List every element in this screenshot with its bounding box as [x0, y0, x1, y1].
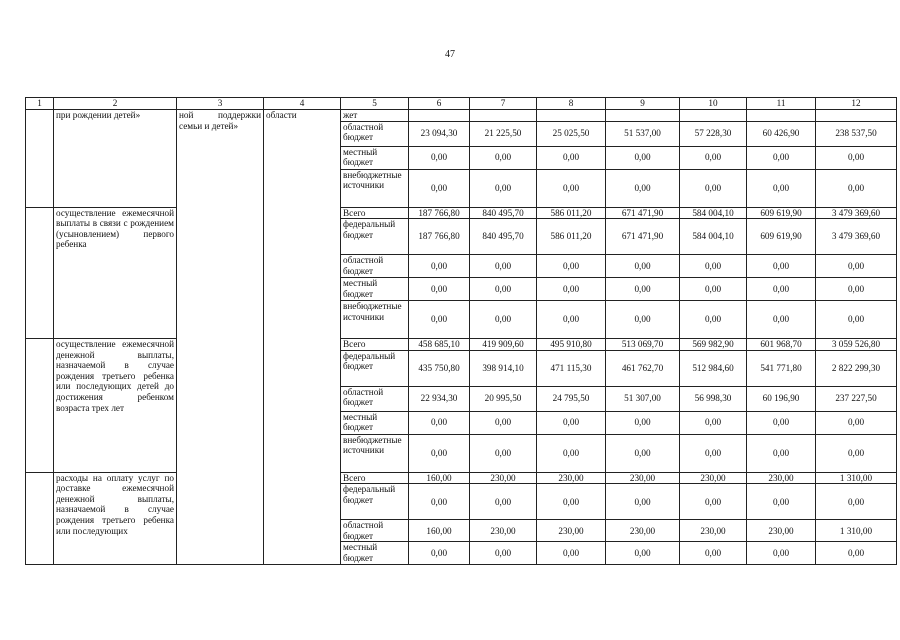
value-cell: 0,00 — [409, 542, 470, 564]
measure-description: осуществление ежемесячной денежной выплаты, назначаемой в случае рождения третьего ребенка или последующих детей до достижения ребенком возраста трех лет — [54, 339, 177, 473]
value-cell: 0,00 — [680, 278, 747, 301]
header-cell: 2 — [54, 98, 177, 110]
value-cell: 0,00 — [816, 278, 897, 301]
value-cell: 0,00 — [537, 278, 606, 301]
value-cell: 0,00 — [747, 542, 816, 564]
value-cell: 21 225,50 — [470, 121, 537, 146]
budget-table — [25, 97, 897, 565]
header-cell: 10 — [680, 98, 747, 110]
value-cell: 60 426,90 — [747, 121, 816, 146]
value-cell: 20 995,50 — [470, 386, 537, 411]
value-cell: 0,00 — [409, 434, 470, 472]
row-number-cell — [26, 472, 54, 564]
value-cell: 0,00 — [470, 278, 537, 301]
value-cell: 0,00 — [816, 301, 897, 339]
value-cell: 3 059 526,80 — [816, 339, 897, 351]
header-cell: 8 — [537, 98, 606, 110]
value-cell: 0,00 — [470, 484, 537, 520]
value-cell: 609 619,90 — [747, 219, 816, 255]
value-cell: 0,00 — [537, 301, 606, 339]
value-cell: 0,00 — [680, 542, 747, 564]
value-cell: 230,00 — [470, 520, 537, 542]
value-cell — [680, 110, 747, 122]
value-cell — [747, 110, 816, 122]
page-number: 47 — [445, 49, 455, 60]
value-cell: 584 004,10 — [680, 207, 747, 219]
funding-source: федеральный бюджет — [341, 219, 409, 255]
value-cell: 0,00 — [680, 411, 747, 434]
value-cell — [816, 110, 897, 122]
value-cell: 0,00 — [606, 278, 680, 301]
value-cell: 0,00 — [409, 301, 470, 339]
value-cell: 541 771,80 — [747, 350, 816, 386]
value-cell: 495 910,80 — [537, 339, 606, 351]
value-cell — [606, 110, 680, 122]
value-cell: 230,00 — [470, 472, 537, 484]
value-cell: 471 115,30 — [537, 350, 606, 386]
value-cell: 0,00 — [680, 255, 747, 278]
header-cell: 3 — [177, 98, 264, 110]
value-cell: 584 004,10 — [680, 219, 747, 255]
value-cell: 0,00 — [409, 411, 470, 434]
value-cell — [470, 110, 537, 122]
value-cell: 0,00 — [409, 484, 470, 520]
value-cell: 56 998,30 — [680, 386, 747, 411]
value-cell: 569 982,90 — [680, 339, 747, 351]
funding-source: местный бюджет — [341, 542, 409, 564]
value-cell: 0,00 — [537, 255, 606, 278]
value-cell — [409, 110, 470, 122]
value-cell: 513 069,70 — [606, 339, 680, 351]
value-cell: 0,00 — [747, 434, 816, 472]
value-cell: 0,00 — [537, 411, 606, 434]
table-row — [26, 207, 897, 219]
value-cell: 0,00 — [470, 542, 537, 564]
executor-cell: области — [264, 110, 341, 565]
value-cell: 0,00 — [470, 434, 537, 472]
value-cell: 0,00 — [747, 255, 816, 278]
value-cell: 51 307,00 — [606, 386, 680, 411]
value-cell: 512 984,60 — [680, 350, 747, 386]
value-cell: 0,00 — [816, 146, 897, 169]
value-cell: 0,00 — [816, 411, 897, 434]
value-cell: 0,00 — [747, 169, 816, 207]
funding-source: областной бюджет — [341, 520, 409, 542]
value-cell: 0,00 — [606, 542, 680, 564]
value-cell — [537, 110, 606, 122]
value-cell: 0,00 — [606, 434, 680, 472]
value-cell: 2 822 299,30 — [816, 350, 897, 386]
funding-source: областной бюджет — [341, 255, 409, 278]
value-cell: 0,00 — [747, 411, 816, 434]
value-cell: 0,00 — [680, 301, 747, 339]
value-cell: 230,00 — [747, 520, 816, 542]
header-cell: 4 — [264, 98, 341, 110]
value-cell: 419 909,60 — [470, 339, 537, 351]
header-cell: 9 — [606, 98, 680, 110]
value-cell: 0,00 — [680, 169, 747, 207]
value-cell: 0,00 — [470, 146, 537, 169]
value-cell: 586 011,20 — [537, 207, 606, 219]
value-cell: 230,00 — [537, 472, 606, 484]
funding-source: местный бюджет — [341, 411, 409, 434]
value-cell: 0,00 — [470, 255, 537, 278]
value-cell: 0,00 — [816, 542, 897, 564]
value-cell: 0,00 — [816, 434, 897, 472]
header-row — [26, 98, 897, 110]
funding-source: областной бюджет — [341, 386, 409, 411]
value-cell: 0,00 — [680, 484, 747, 520]
funding-source: местный бюджет — [341, 146, 409, 169]
value-cell: 51 537,00 — [606, 121, 680, 146]
table-row — [26, 110, 897, 122]
header-cell: 5 — [341, 98, 409, 110]
value-cell: 671 471,90 — [606, 207, 680, 219]
value-cell: 0,00 — [470, 301, 537, 339]
value-cell: 23 094,30 — [409, 121, 470, 146]
funding-source: федеральный бюджет — [341, 484, 409, 520]
value-cell: 609 619,90 — [747, 207, 816, 219]
header-cell: 7 — [470, 98, 537, 110]
header-cell: 12 — [816, 98, 897, 110]
header-cell: 11 — [747, 98, 816, 110]
value-cell: 0,00 — [680, 146, 747, 169]
funding-source: областной бюджет — [341, 121, 409, 146]
row-number-cell — [26, 339, 54, 473]
value-cell: 0,00 — [606, 169, 680, 207]
value-cell: 0,00 — [816, 255, 897, 278]
value-cell: 0,00 — [816, 484, 897, 520]
value-cell: 187 766,80 — [409, 219, 470, 255]
value-cell: 0,00 — [816, 169, 897, 207]
value-cell: 435 750,80 — [409, 350, 470, 386]
measure-description: осуществление ежемесячной выплаты в связи с рождением (усыновлением) первого ребенка — [54, 207, 177, 339]
header-cell: 1 — [26, 98, 54, 110]
value-cell: 1 310,00 — [816, 472, 897, 484]
value-cell: 0,00 — [747, 278, 816, 301]
value-cell: 671 471,90 — [606, 219, 680, 255]
value-cell: 840 495,70 — [470, 219, 537, 255]
value-cell: 461 762,70 — [606, 350, 680, 386]
funding-source: внебюджетные источники — [341, 301, 409, 339]
value-cell: 230,00 — [606, 472, 680, 484]
value-cell: 60 196,90 — [747, 386, 816, 411]
value-cell: 3 479 369,60 — [816, 207, 897, 219]
value-cell: 230,00 — [680, 472, 747, 484]
value-cell: 0,00 — [470, 169, 537, 207]
value-cell: 586 011,20 — [537, 219, 606, 255]
value-cell: 0,00 — [747, 146, 816, 169]
value-cell: 0,00 — [537, 434, 606, 472]
header-cell: 6 — [409, 98, 470, 110]
funding-source: Всего — [341, 472, 409, 484]
table-row — [26, 472, 897, 484]
value-cell: 0,00 — [537, 169, 606, 207]
funding-source: Всего — [341, 339, 409, 351]
program-name: ной поддержки семьи и детей» — [177, 110, 264, 565]
value-cell: 458 685,10 — [409, 339, 470, 351]
funding-source: местный бюджет — [341, 278, 409, 301]
value-cell: 0,00 — [747, 301, 816, 339]
funding-source: внебюджетные источники — [341, 434, 409, 472]
value-cell: 238 537,50 — [816, 121, 897, 146]
value-cell: 0,00 — [409, 146, 470, 169]
funding-source: жет — [341, 110, 409, 122]
value-cell: 25 025,50 — [537, 121, 606, 146]
table-row — [26, 339, 897, 351]
value-cell: 57 228,30 — [680, 121, 747, 146]
value-cell: 0,00 — [606, 146, 680, 169]
value-cell: 3 479 369,60 — [816, 219, 897, 255]
value-cell: 0,00 — [680, 434, 747, 472]
value-cell: 237 227,50 — [816, 386, 897, 411]
value-cell: 601 968,70 — [747, 339, 816, 351]
value-cell: 230,00 — [537, 520, 606, 542]
value-cell: 1 310,00 — [816, 520, 897, 542]
funding-source: внебюджетные источники — [341, 169, 409, 207]
value-cell: 0,00 — [747, 484, 816, 520]
funding-source: Всего — [341, 207, 409, 219]
value-cell: 0,00 — [606, 301, 680, 339]
value-cell: 230,00 — [747, 472, 816, 484]
value-cell: 0,00 — [606, 484, 680, 520]
value-cell: 0,00 — [409, 278, 470, 301]
measure-description: при рождении детей» — [54, 110, 177, 208]
value-cell: 0,00 — [409, 169, 470, 207]
row-number-cell — [26, 207, 54, 339]
value-cell: 0,00 — [470, 411, 537, 434]
value-cell: 0,00 — [537, 484, 606, 520]
value-cell: 160,00 — [409, 520, 470, 542]
value-cell: 0,00 — [537, 146, 606, 169]
value-cell: 0,00 — [409, 255, 470, 278]
value-cell: 0,00 — [606, 255, 680, 278]
measure-description: расходы на оплату услуг по доставке ежемесячной денежной выплаты, назначаемой в случае рождения третьего ребенка или последующих — [54, 472, 177, 564]
value-cell: 22 934,30 — [409, 386, 470, 411]
value-cell: 230,00 — [606, 520, 680, 542]
value-cell: 840 495,70 — [470, 207, 537, 219]
value-cell: 0,00 — [537, 542, 606, 564]
value-cell: 230,00 — [680, 520, 747, 542]
row-number-cell — [26, 110, 54, 208]
funding-source: федеральный бюджет — [341, 350, 409, 386]
value-cell: 24 795,50 — [537, 386, 606, 411]
value-cell: 187 766,80 — [409, 207, 470, 219]
value-cell: 160,00 — [409, 472, 470, 484]
value-cell: 398 914,10 — [470, 350, 537, 386]
value-cell: 0,00 — [606, 411, 680, 434]
